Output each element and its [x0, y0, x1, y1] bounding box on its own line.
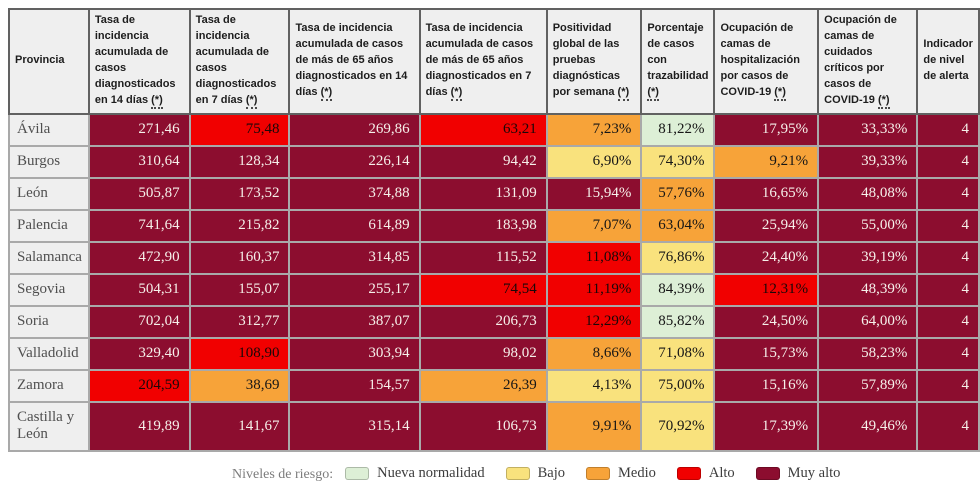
value-cell: 94,42: [420, 146, 547, 178]
value-cell: 75,48: [190, 114, 290, 146]
table-row: [9, 306, 979, 338]
footnote-asterisk: (*): [774, 86, 786, 101]
value-cell: 64,00%: [818, 306, 917, 338]
legend-label: Medio: [618, 464, 656, 481]
value-cell: 63,21: [420, 114, 547, 146]
value-cell: 11,19%: [547, 274, 642, 306]
value-cell: 4: [917, 242, 979, 274]
column-header: Ocupación de camas de cuidados críticos por casos de COVID-19 (*): [818, 9, 917, 114]
value-cell: 57,76%: [641, 178, 714, 210]
value-cell: 57,89%: [818, 370, 917, 402]
value-cell: 155,07: [190, 274, 290, 306]
value-cell: 76,86%: [641, 242, 714, 274]
value-cell: 303,94: [289, 338, 419, 370]
value-cell: 4: [917, 114, 979, 146]
value-cell: 49,46%: [818, 402, 917, 451]
value-cell: 206,73: [420, 306, 547, 338]
value-cell: 614,89: [289, 210, 419, 242]
legend-label: Nueva normalidad: [377, 464, 485, 481]
value-cell: 183,98: [420, 210, 547, 242]
value-cell: 108,90: [190, 338, 290, 370]
value-cell: 419,89: [89, 402, 190, 451]
value-cell: 48,39%: [818, 274, 917, 306]
legend-label: Bajo: [537, 464, 565, 481]
legend-label: Muy alto: [787, 464, 841, 481]
value-cell: 315,14: [289, 402, 419, 451]
footnote-asterisk: (*): [151, 94, 163, 109]
table-row: [9, 146, 979, 178]
value-cell: 85,82%: [641, 306, 714, 338]
legend-items: [345, 465, 861, 485]
value-cell: 312,77: [190, 306, 290, 338]
value-cell: 9,21%: [714, 146, 818, 178]
value-cell: 505,87: [89, 178, 190, 210]
province-cell: Zamora: [9, 370, 89, 402]
value-cell: 15,94%: [547, 178, 642, 210]
value-cell: 15,16%: [714, 370, 818, 402]
value-cell: 314,85: [289, 242, 419, 274]
column-header: Positividad global de las pruebas diagnósticas por semana (*): [547, 9, 642, 114]
value-cell: 269,86: [289, 114, 419, 146]
column-header: Ocupación de camas de hospitalización por casos de COVID-19 (*): [714, 9, 818, 114]
value-cell: 4: [917, 178, 979, 210]
value-cell: 4: [917, 370, 979, 402]
legend-swatch: [677, 467, 701, 480]
legend-item-muy_alto: [756, 465, 841, 482]
value-cell: 15,73%: [714, 338, 818, 370]
value-cell: 472,90: [89, 242, 190, 274]
value-cell: 24,40%: [714, 242, 818, 274]
legend-item-medio: [586, 465, 656, 482]
table-body: [9, 114, 979, 451]
value-cell: 9,91%: [547, 402, 642, 451]
value-cell: 12,29%: [547, 306, 642, 338]
footnote-asterisk: (*): [451, 86, 463, 101]
table-row: [9, 210, 979, 242]
value-cell: 63,04%: [641, 210, 714, 242]
column-header: Tasa de incidencia acumulada de casos diagnosticados en 7 días (*): [190, 9, 290, 114]
table-header: [9, 9, 979, 114]
value-cell: 98,02: [420, 338, 547, 370]
value-cell: 271,46: [89, 114, 190, 146]
value-cell: 4,13%: [547, 370, 642, 402]
province-cell: Palencia: [9, 210, 89, 242]
province-cell: Soria: [9, 306, 89, 338]
value-cell: 504,31: [89, 274, 190, 306]
legend-item-alto: [677, 465, 735, 482]
value-cell: 39,33%: [818, 146, 917, 178]
column-header: Porcentaje de casos con trazabilidad (*): [641, 9, 714, 114]
province-cell: Salamanca: [9, 242, 89, 274]
value-cell: 106,73: [420, 402, 547, 451]
table-row: [9, 274, 979, 306]
column-header: Tasa de incidencia acumulada de casos diagnosticados en 14 días (*): [89, 9, 190, 114]
value-cell: 84,39%: [641, 274, 714, 306]
value-cell: 71,08%: [641, 338, 714, 370]
value-cell: 4: [917, 338, 979, 370]
province-cell: Valladolid: [9, 338, 89, 370]
value-cell: 16,65%: [714, 178, 818, 210]
risk-legend: [232, 465, 980, 485]
footnote-asterisk: (*): [878, 94, 890, 109]
value-cell: 128,34: [190, 146, 290, 178]
value-cell: 702,04: [89, 306, 190, 338]
value-cell: 4: [917, 210, 979, 242]
province-cell: León: [9, 178, 89, 210]
province-cell: Burgos: [9, 146, 89, 178]
value-cell: 160,37: [190, 242, 290, 274]
column-header: Tasa de incidencia acumulada de casos de más de 65 años diagnosticados en 7 días (*): [420, 9, 547, 114]
legend-swatch: [345, 467, 369, 480]
table-row: [9, 338, 979, 370]
value-cell: 8,66%: [547, 338, 642, 370]
table-row: [9, 178, 979, 210]
value-cell: 25,94%: [714, 210, 818, 242]
province-cell: Segovia: [9, 274, 89, 306]
legend-swatch: [506, 467, 530, 480]
column-header: Tasa de incidencia acumulada de casos de más de 65 años diagnosticados en 14 días (*): [289, 9, 419, 114]
value-cell: 26,39: [420, 370, 547, 402]
value-cell: 17,95%: [714, 114, 818, 146]
value-cell: 141,67: [190, 402, 290, 451]
header-row: [9, 9, 979, 114]
value-cell: 38,69: [190, 370, 290, 402]
legend-swatch: [586, 467, 610, 480]
value-cell: 48,08%: [818, 178, 917, 210]
footnote-asterisk: (*): [321, 86, 333, 101]
table-row: [9, 114, 979, 146]
footnote-asterisk: (*): [246, 94, 258, 109]
legend-title: Niveles de riesgo:: [232, 466, 334, 482]
value-cell: 17,39%: [714, 402, 818, 451]
column-header-provincia: Provincia: [9, 9, 89, 114]
covid-risk-table: [8, 8, 980, 452]
value-cell: 173,52: [190, 178, 290, 210]
value-cell: 12,31%: [714, 274, 818, 306]
province-cell: Ávila: [9, 114, 89, 146]
value-cell: 204,59: [89, 370, 190, 402]
column-header: Indicador de nivel de alerta: [917, 9, 979, 114]
value-cell: 70,92%: [641, 402, 714, 451]
value-cell: 4: [917, 306, 979, 338]
value-cell: 74,30%: [641, 146, 714, 178]
value-cell: 741,64: [89, 210, 190, 242]
value-cell: 374,88: [289, 178, 419, 210]
value-cell: 75,00%: [641, 370, 714, 402]
table-row: [9, 242, 979, 274]
footnote-asterisk: (*): [647, 86, 659, 101]
value-cell: 74,54: [420, 274, 547, 306]
value-cell: 6,90%: [547, 146, 642, 178]
legend-item-bajo: [506, 465, 565, 482]
value-cell: 310,64: [89, 146, 190, 178]
value-cell: 58,23%: [818, 338, 917, 370]
value-cell: 4: [917, 274, 979, 306]
footnote-asterisk: (*): [618, 86, 630, 101]
table-row: [9, 370, 979, 402]
legend-swatch: [756, 467, 780, 480]
value-cell: 115,52: [420, 242, 547, 274]
value-cell: 4: [917, 146, 979, 178]
legend-item-nueva_normalidad: [345, 465, 485, 482]
value-cell: 255,17: [289, 274, 419, 306]
value-cell: 131,09: [420, 178, 547, 210]
value-cell: 387,07: [289, 306, 419, 338]
value-cell: 4: [917, 402, 979, 451]
value-cell: 81,22%: [641, 114, 714, 146]
value-cell: 11,08%: [547, 242, 642, 274]
legend-label: Alto: [708, 464, 735, 481]
value-cell: 329,40: [89, 338, 190, 370]
province-cell: Castilla y León: [9, 402, 89, 451]
value-cell: 55,00%: [818, 210, 917, 242]
value-cell: 24,50%: [714, 306, 818, 338]
value-cell: 7,07%: [547, 210, 642, 242]
table-row: [9, 402, 979, 451]
value-cell: 7,23%: [547, 114, 642, 146]
value-cell: 39,19%: [818, 242, 917, 274]
value-cell: 154,57: [289, 370, 419, 402]
value-cell: 226,14: [289, 146, 419, 178]
value-cell: 33,33%: [818, 114, 917, 146]
value-cell: 215,82: [190, 210, 290, 242]
